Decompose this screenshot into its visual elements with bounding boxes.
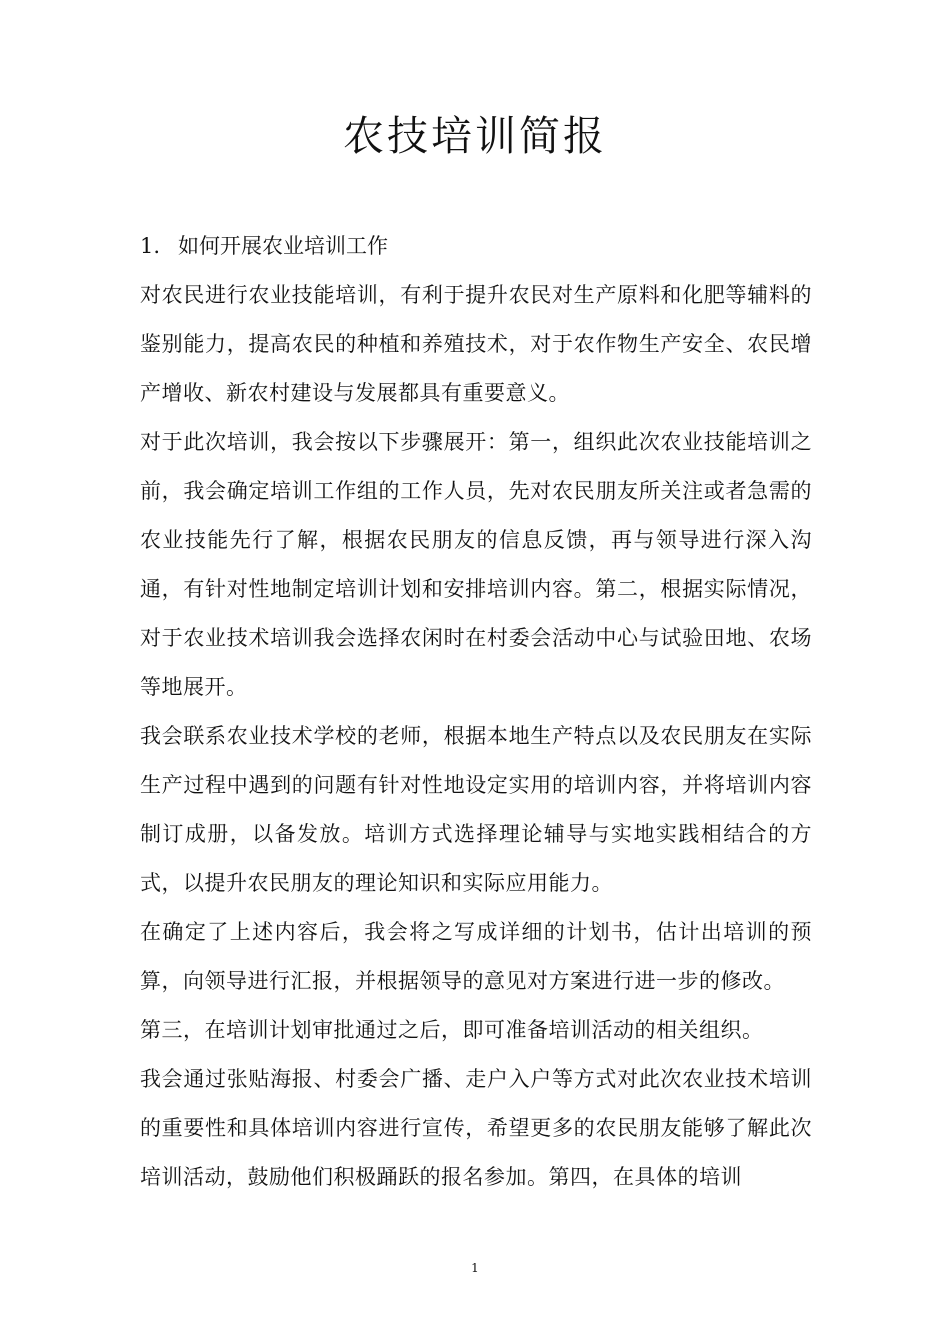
paragraph-1: 对农民进行农业技能培训，有利于提升农民对生产原料和化肥等辅料的鉴别能力，提高农民的种植和养殖技术，对于农作物生产安全、农民增产增收、新农村建设与发展都具有重要意义。 [140,283,812,405]
section-heading [140,222,812,271]
paragraph-6: 我会通过张贴海报、村委会广播、走户入户等方式对此次农业技术培训的重要性和具体培训内容进行宣传，希望更多的农民朋友能够了解此次培训活动，鼓励他们积极踊跃的报名参加。第四，在具体的培训 [140,1067,812,1189]
document-body [140,222,812,1202]
page-number: 1 [471,1261,479,1275]
section-heading-text: 如何开展农业培训工作 [178,234,388,258]
paragraph-5: 第三，在培训计划审批通过之后，即可准备培训活动的相关组织。 [140,1018,764,1042]
document-title: 农技培训简报 [343,112,607,160]
section-number: 1. [140,234,161,258]
paragraph-3: 我会联系农业技术学校的老师，根据本地生产特点以及农民朋友在实际生产过程中遇到的问题有针对性地设定实用的培训内容，并将培训内容制订成册，以备发放。培训方式选择理论辅导与实地实践相结合的方式，以提升农民朋友的理论知识和实际应用能力。 [140,724,812,895]
paragraph-2: 对于此次培训，我会按以下步骤展开：第一，组织此次农业技能培训之前，我会确定培训工作组的工作人员，先对农民朋友所关注或者急需的农业技能先行了解，根据农民朋友的信息反馈，再与领导进行深入沟通，有针对性地制定培训计划和安排培训内容。第二，根据实际情况，对于农业技术培训我会选择农闲时在村委会活动中心与试验田地、农场等地展开。 [140,430,812,699]
paragraph-4: 在确定了上述内容后，我会将之写成详细的计划书，估计出培训的预算，向领导进行汇报，并根据领导的意见对方案进行进一步的修改。 [140,920,812,993]
